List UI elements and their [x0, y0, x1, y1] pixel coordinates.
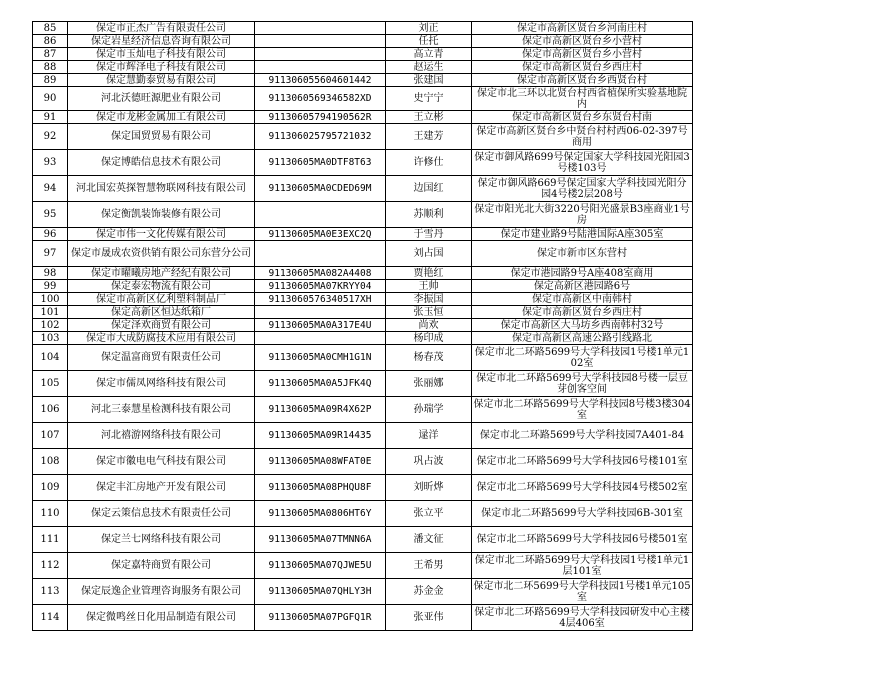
- row-number-cell: 93: [33, 150, 68, 176]
- legal-person-cell: 任托: [386, 35, 472, 48]
- address-cell: 保定市北二环5699号大学科技园1号楼1单元105室: [473, 580, 691, 603]
- table-row: [33, 48, 693, 61]
- company-name-cell: 保定云策信息技术有限责任公司: [68, 501, 255, 527]
- legal-person-cell: 巩占波: [386, 449, 472, 475]
- company-name-cell: 保定市玉灿电子科技有限公司: [68, 48, 255, 61]
- table-row: [33, 87, 693, 111]
- row-number-cell: 108: [33, 449, 68, 475]
- company-registry-table: [32, 21, 693, 631]
- credit-code-cell: [255, 22, 386, 35]
- credit-code-cell: 91130605794190562R: [255, 111, 386, 124]
- row-number-cell: 105: [33, 371, 68, 397]
- address-cell: 保定市新市区东营村: [472, 241, 693, 267]
- credit-code-cell: 91130605MA07QJWE5U: [255, 553, 386, 579]
- legal-person-cell: 赵运生: [386, 61, 472, 74]
- address-cell: 保定市高新区贤台乡中贤台村村西06-02-397号商用: [472, 124, 693, 150]
- credit-code-cell: [255, 241, 386, 267]
- row-number-cell: 88: [33, 61, 68, 74]
- company-name-cell: 保定市大成防腐技术应用有限公司: [68, 332, 255, 345]
- credit-code-cell: [255, 332, 386, 345]
- credit-code-cell: [255, 202, 386, 228]
- legal-person-cell: 高立青: [386, 48, 472, 61]
- table-row: [33, 397, 693, 423]
- row-number-cell: 100: [33, 293, 68, 306]
- company-name-cell: 保定高新区恒达纸箱厂: [68, 306, 255, 319]
- company-name-cell: 保定泰宏物流有限公司: [68, 280, 255, 293]
- legal-person-cell: 张亚伟: [386, 605, 472, 631]
- company-name-cell: 保定衡凯装饰装修有限公司: [68, 202, 255, 228]
- credit-code-cell: [255, 306, 386, 319]
- legal-person-cell: 王建芳: [386, 124, 472, 150]
- row-number-cell: 111: [33, 527, 68, 553]
- company-name-cell: 保定慧勤泰贸易有限公司: [68, 74, 255, 87]
- row-number-cell: 96: [33, 228, 68, 241]
- address-cell: 保定市高新区贤台乡西贤台村: [472, 74, 693, 87]
- company-name-cell: 保定市高新区亿利塑料制品厂: [68, 293, 255, 306]
- address-cell: 保定市北二环路5699号大学科技园8号楼3楼304室: [473, 398, 691, 421]
- table-row: [33, 267, 693, 280]
- company-name-cell: 保定博皓信息技术有限公司: [68, 150, 255, 176]
- row-number-cell: 102: [33, 319, 68, 332]
- credit-code-cell: 91130605MA07PGFQ1R: [255, 605, 386, 631]
- row-number-cell: 87: [33, 48, 68, 61]
- row-number-cell: 92: [33, 124, 68, 150]
- credit-code-cell: 911306055604601442: [255, 74, 386, 87]
- address-cell: 保定市高新区大马坊乡西南韩村32号: [472, 319, 693, 332]
- legal-person-cell: 杨印成: [386, 332, 472, 345]
- company-name-cell: 保定市龙彬金属加工有限公司: [68, 111, 255, 124]
- table-body: [33, 22, 693, 631]
- row-number-cell: 110: [33, 501, 68, 527]
- address-cell: 保定高新区港园路6号: [472, 280, 693, 293]
- table-row: [33, 475, 693, 501]
- credit-code-cell: 91130605MA0806HT6Y: [255, 501, 386, 527]
- table-row: [33, 202, 693, 228]
- table-row: [33, 176, 693, 202]
- table-row: [33, 527, 693, 553]
- legal-person-cell: 王帅: [386, 280, 472, 293]
- table-row: [33, 371, 693, 397]
- address-cell: 保定市建业路9号陆港国际A座305室: [472, 228, 693, 241]
- table-row: [33, 553, 693, 579]
- legal-person-cell: 孙瑞学: [386, 397, 472, 423]
- table-row: [33, 501, 693, 527]
- legal-person-cell: 苏金金: [386, 579, 472, 605]
- row-number-cell: 95: [33, 202, 68, 228]
- table-row: [33, 280, 693, 293]
- address-cell: 保定市北二环路5699号大学科技园1号楼1单元1层101室: [472, 553, 693, 579]
- legal-person-cell: 张丽娜: [386, 371, 472, 397]
- company-name-cell: 保定泽欢商贸有限公司: [68, 319, 255, 332]
- row-number-cell: 104: [33, 345, 68, 371]
- row-number-cell: 99: [33, 280, 68, 293]
- company-name-cell: 保定市正杰广告有限责任公司: [68, 22, 255, 35]
- address-cell: 保定市高新区高速公路引线路北: [472, 332, 693, 345]
- row-number-cell: 106: [33, 397, 68, 423]
- legal-person-cell: 杨春茂: [386, 345, 472, 371]
- address-cell: 保定市御风路669号保定国家大学科技园光阳分园4号楼2层208号: [472, 176, 693, 202]
- row-number-cell: 98: [33, 267, 68, 280]
- credit-code-cell: 91130605MA08PHQU8F: [255, 475, 386, 501]
- table-row: [33, 150, 693, 176]
- company-name-cell: 保定国贸贸易有限公司: [68, 124, 255, 150]
- legal-person-cell: 王希男: [386, 553, 472, 579]
- address-cell: 保定市高新区贤台乡小营村: [472, 35, 693, 48]
- legal-person-cell: 张玉恒: [386, 306, 472, 319]
- table-row: [33, 306, 693, 319]
- company-name-cell: 保定温富商贸有限责任公司: [68, 345, 255, 371]
- company-name-cell: 河北沃德旺源肥业有限公司: [68, 87, 255, 111]
- credit-code-cell: 91130605MA0E3EXC2Q: [255, 228, 386, 241]
- table-row: [33, 293, 693, 306]
- table-row: [33, 345, 693, 371]
- credit-code-cell: 91130605MA0DTF8T63: [255, 150, 386, 176]
- company-name-cell: 保定嘉特商贸有限公司: [68, 553, 255, 579]
- row-number-cell: 97: [33, 241, 68, 267]
- credit-code-cell: 91130605MA08WFAT0E: [255, 449, 386, 475]
- legal-person-cell: 于雪丹: [386, 228, 472, 241]
- company-name-cell: 河北禧游网络科技有限公司: [68, 423, 255, 449]
- row-number-cell: 114: [33, 605, 68, 631]
- address-cell: 保定市北二环路5699号大学科技园6B-301室: [472, 501, 693, 527]
- legal-person-cell: 张建国: [386, 74, 472, 87]
- credit-code-cell: [255, 48, 386, 61]
- address-cell: 保定市北二环路5699号大学科技园6号楼501室: [472, 527, 693, 553]
- credit-code-cell: 9113060576340517XH: [255, 293, 386, 306]
- legal-person-cell: 许修仕: [386, 150, 472, 176]
- company-name-cell: 河北三泰慧星检测科技有限公司: [68, 397, 255, 423]
- address-cell: 保定市北二环路5699号大学科技园8号楼一层豆芽创客空间: [472, 371, 693, 397]
- address-cell: 保定市高新区贤台乡小营村: [472, 48, 693, 61]
- credit-code-cell: 91130605MA07QHLY3H: [255, 579, 386, 605]
- row-number-cell: 85: [33, 22, 68, 35]
- row-number-cell: 94: [33, 176, 68, 202]
- credit-code-cell: 91130605MA0CMH1G1N: [255, 345, 386, 371]
- table-row: [33, 124, 693, 150]
- credit-code-cell: [255, 35, 386, 48]
- row-number-cell: 107: [33, 423, 68, 449]
- table-row: [33, 319, 693, 332]
- legal-person-cell: 逯洋: [386, 423, 472, 449]
- company-name-cell: 保定兰七网络科技有限公司: [68, 527, 255, 553]
- row-number-cell: 112: [33, 553, 68, 579]
- legal-person-cell: 苏顺利: [386, 202, 472, 228]
- address-cell: 保定市高新区贤台乡东贤台村南: [472, 111, 693, 124]
- table-row: [33, 605, 693, 631]
- company-name-cell: 保定市曜曦房地产经纪有限公司: [68, 267, 255, 280]
- legal-person-cell: 尚欢: [386, 319, 472, 332]
- company-name-cell: 保定丰汇房地产开发有限公司: [68, 475, 255, 501]
- row-number-cell: 89: [33, 74, 68, 87]
- address-cell: 保定市高新区贤台乡西庄村: [472, 61, 693, 74]
- table-row: [33, 332, 693, 345]
- legal-person-cell: 王立彬: [386, 111, 472, 124]
- row-number-cell: 113: [33, 579, 68, 605]
- table-row: [33, 449, 693, 475]
- address-cell: 保定市北三环以北贤台村西省植保所实验基地院内: [472, 87, 693, 111]
- legal-person-cell: 刘昕烨: [386, 475, 472, 501]
- company-name-cell: 保定市徽电电气科技有限公司: [68, 449, 255, 475]
- credit-code-cell: 91130605MA09R4X62P: [255, 397, 386, 423]
- company-name-cell: 保定岩星经济信息咨询有限公司: [68, 35, 255, 48]
- credit-code-cell: 91130605MA082A4408: [255, 267, 386, 280]
- address-cell: 保定市北二环路5699号大学科技园7A401-84: [472, 423, 693, 449]
- company-name-cell: 保定市伟一文化传媒有限公司: [68, 228, 255, 241]
- credit-code-cell: 91130605MA07TMNN6A: [255, 527, 386, 553]
- credit-code-cell: 91130605MA0CDED69M: [255, 176, 386, 202]
- credit-code-cell: 911306025795721032: [255, 124, 386, 150]
- address-cell: 保定市高新区中南韩村: [472, 293, 693, 306]
- company-name-cell: 保定辰逸企业管理咨询服务有限公司: [68, 579, 255, 605]
- table-row: [33, 111, 693, 124]
- row-number-cell: 90: [33, 87, 68, 111]
- credit-code-cell: 91130605MA0A317E4U: [255, 319, 386, 332]
- table-row: [33, 22, 693, 35]
- row-number-cell: 101: [33, 306, 68, 319]
- table-row: [33, 228, 693, 241]
- legal-person-cell: 张立平: [386, 501, 472, 527]
- legal-person-cell: 史宁宁: [386, 87, 472, 111]
- row-number-cell: 91: [33, 111, 68, 124]
- table-row: [33, 423, 693, 449]
- company-name-cell: 保定市辉泽电子科技有限公司: [68, 61, 255, 74]
- address-cell: 保定市高新区贤台乡西庄村: [472, 306, 693, 319]
- row-number-cell: 86: [33, 35, 68, 48]
- legal-person-cell: 李振国: [386, 293, 472, 306]
- address-cell: 保定市阳光北大街3220号阳光盛景B3座商业1号房: [472, 202, 693, 228]
- row-number-cell: 103: [33, 332, 68, 345]
- address-cell: 保定市北二环路5699号大学科技园6号楼101室: [472, 449, 693, 475]
- address-cell: 保定市港园路9号A座408室商用: [472, 267, 693, 280]
- row-number-cell: 109: [33, 475, 68, 501]
- credit-code-cell: 91130605MA0A5JFK4Q: [255, 371, 386, 397]
- address-cell: 保定市御风路699号保定国家大学科技园光阳园3号楼103号: [472, 150, 693, 176]
- address-cell: 保定市北二环路5699号大学科技园研发中心主楼4层406室: [472, 605, 693, 631]
- table-row: [33, 35, 693, 48]
- address-cell: 保定市北二环路5699号大学科技园1号楼1单元102室: [472, 345, 693, 371]
- company-name-cell: 河北国宏英探智慧物联网科技有限公司: [68, 176, 255, 202]
- legal-person-cell: 贾艳红: [386, 267, 472, 280]
- legal-person-cell: 边国红: [386, 176, 472, 202]
- company-name-cell: 保定微鸣丝日化用品制造有限公司: [68, 605, 255, 631]
- credit-code-cell: 91130605MA07KRYY04: [255, 280, 386, 293]
- table-row: [33, 61, 693, 74]
- table-row: [33, 579, 693, 605]
- address-cell: 保定市北二环路5699号大学科技园4号楼502室: [472, 475, 693, 501]
- legal-person-cell: 潘文征: [386, 527, 472, 553]
- legal-person-cell: 刘正: [386, 22, 472, 35]
- table-row: [33, 241, 693, 267]
- company-name-cell: 保定市晟成农资供销有限公司东营分公司: [68, 241, 255, 267]
- address-cell: 保定市高新区贤台乡河南庄村: [472, 22, 693, 35]
- credit-code-cell: 9113060569346582XD: [255, 87, 386, 111]
- credit-code-cell: 91130605MA09R14435: [255, 423, 386, 449]
- credit-code-cell: [255, 61, 386, 74]
- company-name-cell: 保定市儒凤网络科技有限公司: [68, 371, 255, 397]
- table-row: [33, 74, 693, 87]
- legal-person-cell: 刘占国: [386, 241, 472, 267]
